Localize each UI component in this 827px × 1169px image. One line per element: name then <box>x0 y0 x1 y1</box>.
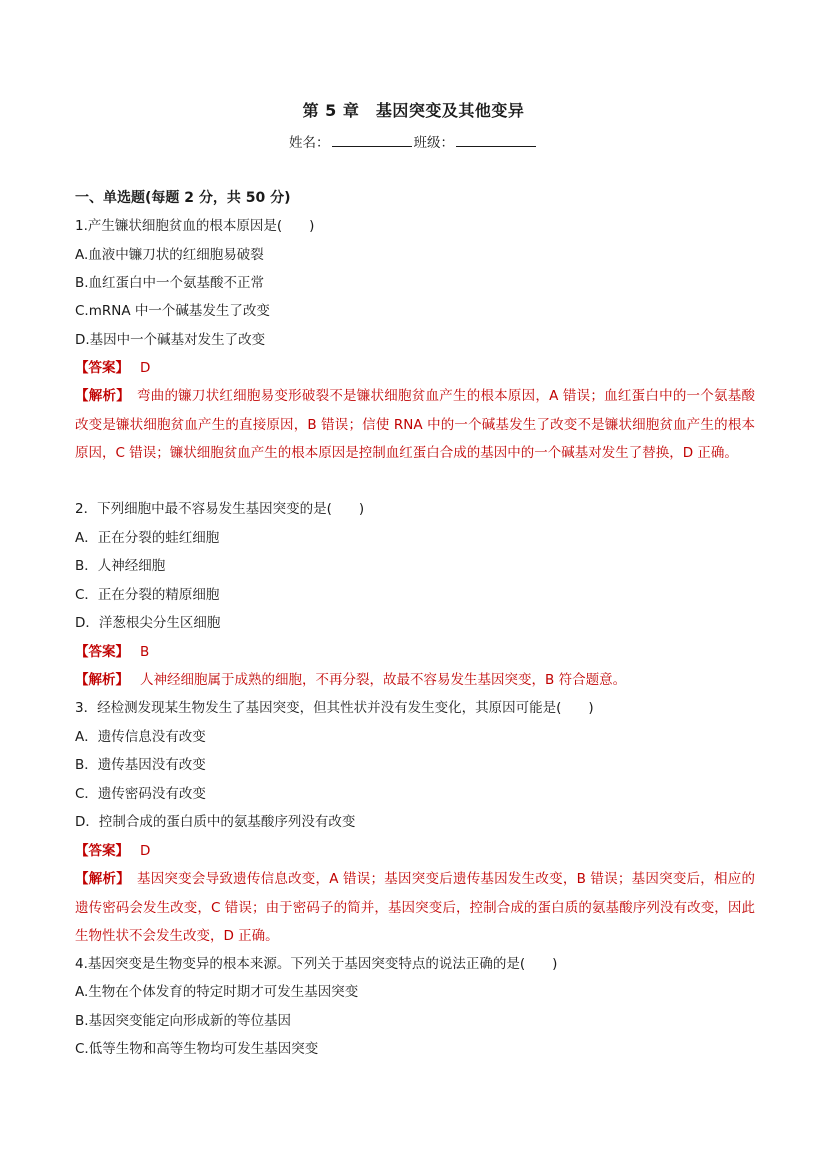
option: C.mRNA 中一个碱基发生了改变 <box>75 303 270 319</box>
answer-tag: 【答案】 <box>75 644 123 660</box>
option: A．遗传信息没有改变 <box>75 729 206 745</box>
answer-value: D <box>140 360 151 376</box>
question-stem: 1.产生镰状细胞贫血的根本原因是( ) <box>75 218 315 234</box>
option: C.低等生物和高等生物均可发生基因突变 <box>75 1041 319 1057</box>
analysis-tag: 【解析】 <box>75 672 123 688</box>
option: D．洋葱根尖分生区细胞 <box>75 615 221 631</box>
answer-tag: 【答案】 <box>75 360 123 376</box>
analysis-paragraph <box>75 382 755 468</box>
name-label: 姓名： <box>289 135 330 151</box>
analysis-paragraph <box>75 865 755 951</box>
student-info <box>0 131 827 151</box>
analysis-tag: 【解析】 <box>75 871 124 887</box>
answer-row <box>75 642 149 662</box>
name-blank <box>332 132 412 147</box>
question-stem: 2．下列细胞中最不容易发生基因突变的是( ) <box>75 501 365 517</box>
answer-row <box>75 358 150 378</box>
answer-row <box>75 841 150 861</box>
option: D．控制合成的蛋白质中的氨基酸序列没有改变 <box>75 814 356 830</box>
option: A.血液中镰刀状的红细胞易破裂 <box>75 247 264 263</box>
option: B．人神经细胞 <box>75 558 166 574</box>
option: B.基因突变能定向形成新的等位基因 <box>75 1013 292 1029</box>
analysis-text: 基因突变会导致遗传信息改变，A 错误；基因突变后遗传基因发生改变，B 错误；基因突变后，相应的遗传密码会发生改变，C 错误；由于密码子的简并，基因突变后，控制合成的蛋白质的氨基酸序列没有改变，因此生物性状不会发生改变，D 正确。 <box>75 871 756 944</box>
option: B．遗传基因没有改变 <box>75 757 206 773</box>
class-label: 班级： <box>413 135 454 151</box>
class-blank <box>456 132 536 147</box>
analysis-text: 弯曲的镰刀状红细胞易变形破裂不是镰状细胞贫血产生的根本原因，A 错误；血红蛋白中的一个氨基酸改变是镰状细胞贫血产生的直接原因，B 错误；信使 RNA 中的一个碱基发生了改变不是镰状细胞贫血产生的根本原因，C 错误；镰状细胞贫血产生的根本原因是控制血红蛋白合成的基因中的一个碱基对发生了替换，D 正确。 <box>75 388 756 461</box>
option: B.血红蛋白中一个氨基酸不正常 <box>75 275 265 291</box>
option: A.生物在个体发育的特定时期才可发生基因突变 <box>75 984 359 1000</box>
question-stem: 3．经检测发现某生物发生了基因突变，但其性状并没有发生变化，其原因可能是( ) <box>75 700 594 716</box>
section-heading: 一、单选题(每题 2 分，共 50 分) <box>75 190 291 206</box>
answer-value: B <box>140 644 150 660</box>
answer-value: D <box>140 843 151 859</box>
analysis-row <box>75 670 626 690</box>
analysis-tag: 【解析】 <box>75 388 124 404</box>
option: C．正在分裂的精原细胞 <box>75 587 220 603</box>
analysis-text: 人神经细胞属于成熟的细胞，不再分裂，故最不容易发生基因突变，B 符合题意。 <box>140 672 627 688</box>
answer-tag: 【答案】 <box>75 843 123 859</box>
page-title: 第 5 章 基因突变及其他变异 <box>302 101 525 120</box>
option: D.基因中一个碱基对发生了改变 <box>75 332 266 348</box>
question-stem: 4.基因突变是生物变异的根本来源。下列关于基因突变特点的说法正确的是( ) <box>75 956 558 972</box>
option: C．遗传密码没有改变 <box>75 786 206 802</box>
option: A．正在分裂的蛙红细胞 <box>75 530 220 546</box>
